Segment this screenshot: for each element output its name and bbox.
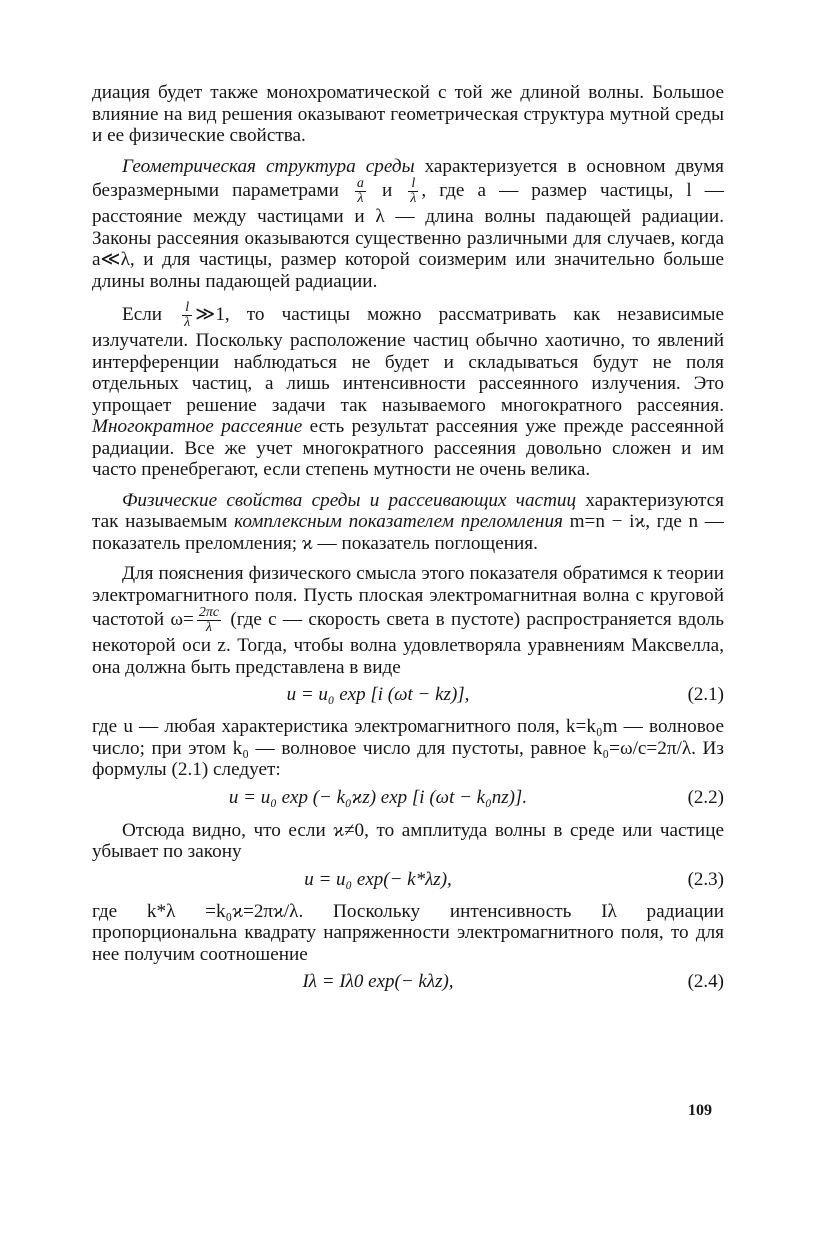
equation-body: Iλ = Iλ0 exp(− kλz), — [302, 971, 454, 992]
fraction-2pic-over-lambda: $\frac{2\pi c}{\lambda}$ — [198, 605, 220, 635]
paragraph-5: Для пояснения физического смысла этого показателя обратимся к теории электромагнитного поля. Пусть плоская электромагнитная волна с круговой частотой ω= $\frac{2\pi c}{\lambda}$ (где c — скорость света в пустоте) распространяется вдоль некоторой оси z. Тогда, чтобы волна удовлетворяла уравнениям Максвелла, она должна быть представлена в виде — [92, 563, 724, 678]
page-text — [92, 82, 724, 1003]
equation-2-4 — [92, 971, 724, 995]
paragraph-6: где u — любая характеристика электромагнитного поля, k=k₀m — волновое число; при этом k₀ — волновое число для пустоты, равное k₀=ω/c=2π/λ. Из формулы (2.1) следует: — [92, 716, 724, 780]
fraction-a-over-lambda: $\frac{a}{\lambda}$ — [356, 176, 364, 206]
term-complex-refractive-index: комплексным показателем преломления — [234, 511, 563, 532]
fraction-l-over-lambda: $\frac{l}{\lambda}$ — [410, 176, 417, 206]
equation-2-3 — [92, 869, 724, 893]
equation-2-1 — [92, 684, 724, 708]
equation-body: u = u₀ exp (− k₀ϰz) exp [i (ωt − k₀nz)]. — [228, 786, 528, 808]
equation-body: u = u₀ exp(− k*λz), — [304, 868, 452, 890]
term-geometric-structure: Геометрическая структура среды — [122, 155, 415, 177]
equation-number: (2.3) — [687, 868, 724, 890]
equation-body: u = u₀ exp [i (ωt − kz)], — [286, 684, 470, 705]
page-number: 109 — [688, 1102, 712, 1119]
paragraph-1: диация будет также монохроматической с той же длиной волны. Большое влияние на вид решения оказывают геометрическая структура мутной среды и ее физические свойства. — [92, 82, 724, 146]
paragraph-8: где k*λ =k₀ϰ=2πϰ/λ. Поскольку интенсивность Iλ радиации пропорциональна квадрату напряженности электромагнитного поля, то для нее получим соотношение — [92, 900, 724, 965]
term-physical-properties: Физические свойства среды и рассеивающих частиц — [122, 489, 577, 511]
paragraph-2: Геометрическая структура среды характеризуется в основном двумя безразмерными параметрами $\frac{a}{\lambda}$ и $\frac{l}{\lambda}$ , где a — размер частицы, l — расстояние между частицами и λ — длина волны падающей радиации. Законы рассеяния оказываются существенно различными для случаев, когда a≪λ, и для частицы, размер которой соизмерим или значительно больше длины волны падающей радиации. — [92, 155, 724, 292]
equation-number: (2.2) — [687, 786, 724, 808]
paragraph-4: Физические свойства среды и рассеивающих частиц характеризуются так называемым комплексным показателем преломления m=n − iϰ, где n — показатель преломления; ϰ — показатель поглощения. — [92, 489, 724, 554]
fraction-l-over-lambda: $\frac{l}{\lambda}$ — [184, 300, 191, 330]
paragraph-7: Отсюда видно, что если ϰ≠0, то амплитуда волны в среде или частице убывает по закону — [92, 819, 724, 862]
equation-number: (2.4) — [687, 971, 724, 992]
paragraph-3: Если $\frac{l}{\lambda}$ ≫1, то частицы можно рассматривать как независимые излучатели. Поскольку расположение частиц обычно хаотично, то явлений интерференции наблюдаться не будет и складываться будут не поля отдельных частиц, а лишь интенсивности рассеянного излучения. Это упрощает решение задачи так называемого многократного рассеяния. Многократное рассеяние есть результат рассеяния уже прежде рассеянной радиации. Все же учет многократного рассеяния довольно сложен и им часто пренебрегают, если степень мутности не очень велика. — [92, 300, 724, 480]
equation-2-2 — [92, 787, 724, 811]
equation-number: (2.1) — [687, 684, 724, 705]
term-multiple-scattering: Многократное рассеяние — [92, 416, 303, 437]
